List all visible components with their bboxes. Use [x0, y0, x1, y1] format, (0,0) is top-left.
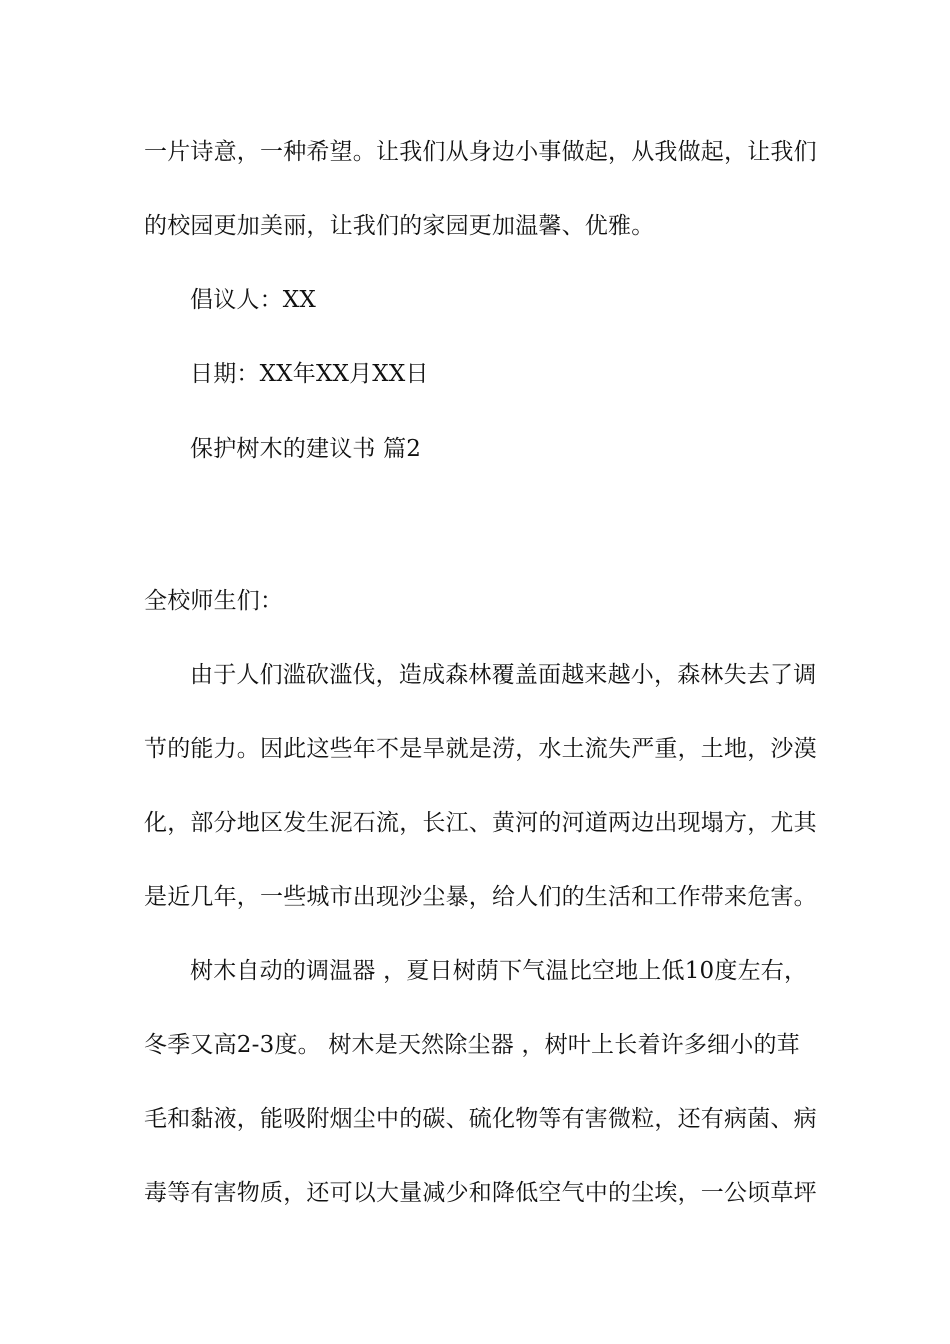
paragraph-line-8: 冬季又高2-3度。 树木是天然除尘器 ，树叶上长着许多细小的茸	[144, 1032, 800, 1058]
paragraph-line-7: 树木自动的调温器 ，夏日树荫下气温比空地上低10度左右，	[190, 958, 808, 984]
paragraph-line-2: 的校园更加美丽，让我们的家园更加温馨、优雅。	[144, 213, 655, 239]
proposer-line: 倡议人：XX	[190, 287, 316, 313]
paragraph-line-10: 毒等有害物质，还可以大量减少和降低空气中的尘埃，一公顷草坪	[144, 1180, 817, 1206]
paragraph-line-3: 由于人们滥砍滥伐，造成森林覆盖面越来越小，森林失去了调	[190, 662, 817, 688]
paragraph-line-1: 一片诗意，一种希望。让我们从身边小事做起，从我做起，让我们	[144, 139, 817, 165]
date-line: 日期：XX年XX月XX日	[190, 361, 429, 387]
salutation-line: 全校师生们：	[144, 588, 284, 614]
paragraph-line-6: 是近几年，一些城市出现沙尘暴，给人们的生活和工作带来危害。	[144, 884, 817, 910]
paragraph-line-4: 节的能力。因此这些年不是旱就是涝，水土流失严重，土地，沙漠	[144, 736, 817, 762]
section-title: 保护树木的建议书 篇2	[190, 436, 422, 462]
paragraph-line-9: 毛和黏液，能吸附烟尘中的碳、硫化物等有害微粒，还有病菌、病	[144, 1106, 817, 1132]
paragraph-line-5: 化，部分地区发生泥石流，长江、黄河的河道两边出现塌方，尤其	[144, 810, 817, 836]
